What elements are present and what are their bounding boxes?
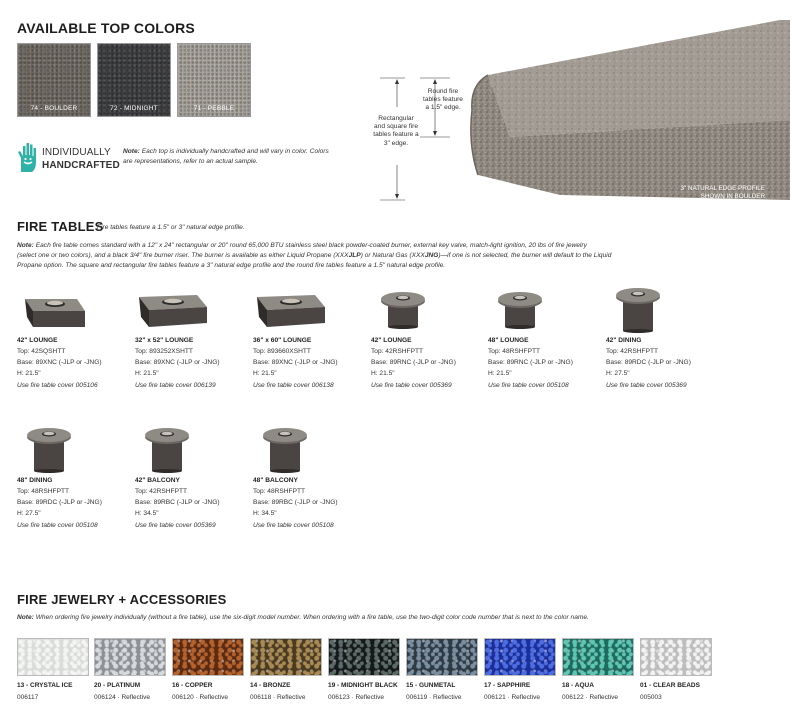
fire-table-cover: Use fire table cover 005369 <box>135 522 216 529</box>
badge-line-1: INDIVIDUALLY <box>42 147 111 158</box>
fire-table-top: Top: 48RSHFPTT <box>17 488 70 495</box>
fire-tables-heading: FIRE TABLES <box>17 219 104 234</box>
jewelry-heading: FIRE JEWELRY + ACCESSORIES <box>17 592 227 607</box>
fire-jewelry-code: 006118 · Reflective <box>250 694 306 701</box>
fire-table-cover: Use fire table cover 005108 <box>17 522 98 529</box>
fire-jewelry-swatch <box>250 638 322 676</box>
fire-table-top: Top: 893252XSHTT <box>135 348 193 355</box>
fire-jewelry-code: 005003 <box>640 694 662 701</box>
fire-table-top: Top: 42SQSHTT <box>17 348 66 355</box>
fire-jewelry-code: 006122 · Reflective <box>562 694 619 701</box>
fire-table-base: Base: 89RDC (-JLP or -JNG) <box>17 499 102 506</box>
fire-table-cover: Use fire table cover 005369 <box>371 382 452 389</box>
fire-table-base: Base: 89RNC (-JLP or -JNG) <box>488 359 573 366</box>
fire-table-cover: Use fire table cover 006138 <box>253 382 334 389</box>
fire-table-top: Top: 42RSHFPTT <box>371 348 424 355</box>
swatch-label: 74 - BOULDER <box>30 105 78 112</box>
fire-table-base: Base: 89XNC (-JLP or -JNG) <box>253 359 338 366</box>
fire-table-base: Base: 89XNC (-JLP or -JNG) <box>135 359 220 366</box>
fire-jewelry-code: 006121 · Reflective <box>484 694 541 701</box>
fire-jewelry-swatch <box>562 638 634 676</box>
top-colors-note <box>123 147 333 167</box>
fire-table-image <box>253 285 333 335</box>
fire-jewelry-code: 006120 · Reflective <box>172 694 229 701</box>
fire-table-image <box>371 285 451 335</box>
fire-table-height: H: 27.5" <box>17 510 41 517</box>
fire-jewelry-name: 19 - MIDNIGHT BLACK <box>328 682 398 689</box>
fire-table-height: H: 21.5" <box>371 370 395 377</box>
fire-table-name: 48" BALCONY <box>253 477 298 484</box>
fire-table-height: H: 21.5" <box>135 370 159 377</box>
fire-jewelry-code: 006123 · Reflective <box>328 694 385 701</box>
fire-jewelry-name: 13 - CRYSTAL ICE <box>17 682 73 689</box>
fire-table-cover: Use fire table cover 005108 <box>488 382 569 389</box>
fire-table-cover: Use fire table cover 005108 <box>253 522 334 529</box>
fire-table-name: 42" DINING <box>606 337 642 344</box>
fire-jewelry-swatch <box>17 638 89 676</box>
fire-table-top: Top: 48RSHFPTT <box>488 348 541 355</box>
fire-table-name: 42" LOUNGE <box>17 337 58 344</box>
fire-table-image <box>488 285 568 335</box>
jewelry-note: Note: When ordering fire jewelry individually (without a fire table), use the six-digit model number. When ordering with a fire table, use the two-digit color code number that is next to the color name. <box>17 614 589 621</box>
top-color-swatch <box>177 43 251 117</box>
fire-table-image <box>135 285 215 335</box>
fire-tables-subheading: Fire tables feature a 1.5" or 3" natural edge profile. <box>97 224 245 231</box>
fire-table-image <box>253 425 333 475</box>
fire-table-name: 48" LOUNGE <box>488 337 529 344</box>
fire-jewelry-name: 01 - CLEAR BEADS <box>640 682 700 689</box>
badge-line-2: HANDCRAFTED <box>42 160 120 171</box>
fire-jewelry-name: 20 - PLATINUM <box>94 682 141 689</box>
note-label: Note: <box>123 148 140 155</box>
hand-icon <box>17 142 41 174</box>
fire-jewelry-code: 006117 <box>17 694 39 701</box>
fire-jewelry-name: 16 - COPPER <box>172 682 213 689</box>
fire-jewelry-swatch <box>94 638 166 676</box>
fire-table-top: Top: 42RSHFPTT <box>135 488 188 495</box>
fire-tables-note: Note: Each fire table comes standard with a 12" x 24" rectangular or 20" round 65,000 BTU stainless steel black powder-coated burner, external key valve, match-light ignition, 20 lbs of fire jewelry (select one or two colors), and a black 3/4" fire burner riser. The burner is available as either Liquid Propane (XXXJLP) or Natural Gas (XXXJNG)—if one is not selected, the burner will default to the Liquid Propane option. The square and rectangular fire tables feature a 3" natural edge profile and the round fire tables feature a 1.5" natural edge profile. <box>17 242 612 270</box>
fire-table-cover: Use fire table cover 006139 <box>135 382 216 389</box>
fire-table-cover: Use fire table cover 005369 <box>606 382 687 389</box>
fire-jewelry-swatch <box>484 638 556 676</box>
round-edge-label: Round fire tables feature a 1.5" edge. <box>423 88 463 112</box>
fire-table-top: Top: 893660XSHTT <box>253 348 311 355</box>
handcrafted-badge <box>17 141 127 175</box>
fire-table-name: 42" BALCONY <box>135 477 180 484</box>
fire-table-base: Base: 89RBC (-JLP or -JNG) <box>135 499 220 506</box>
fire-table-name: 32" x 52" LOUNGE <box>135 337 194 344</box>
rect-edge-label: Rectangular and square fire tables feature a 3" edge. <box>373 115 419 147</box>
fire-table-base: Base: 89RNC (-JLP or -JNG) <box>371 359 456 366</box>
fire-table-height: H: 34.5" <box>135 510 159 517</box>
fire-table-name: 48" DINING <box>17 477 53 484</box>
fire-jewelry-swatch <box>328 638 400 676</box>
fire-jewelry-name: 18 - AQUA <box>562 682 594 689</box>
fire-table-image <box>17 425 97 475</box>
fire-jewelry-swatch <box>640 638 712 676</box>
fire-table-height: H: 21.5" <box>253 370 277 377</box>
fire-table-image <box>135 425 215 475</box>
fire-jewelry-code: 006119 · Reflective <box>406 694 462 701</box>
fire-table-height: H: 21.5" <box>17 370 41 377</box>
swatch-label: 72 - MIDNIGHT <box>110 105 158 112</box>
fire-table-base: Base: 89RBC (-JLP or -JNG) <box>253 499 338 506</box>
edge-profile-caption: 3" NATURAL EDGE PROFILE SHOWN IN BOULDER <box>680 185 765 201</box>
top-colors-heading: AVAILABLE TOP COLORS <box>17 20 195 36</box>
fire-jewelry-code: 006124 · Reflective <box>94 694 151 701</box>
fire-table-base: Base: 89RDC (-JLP or -JNG) <box>606 359 691 366</box>
fire-table-top: Top: 42RSHFPTT <box>606 348 659 355</box>
swatch-label: 71 - PEBBLE <box>193 105 235 112</box>
fire-table-height: H: 27.5" <box>606 370 630 377</box>
fire-table-base: Base: 89XNC (-JLP or -JNG) <box>17 359 102 366</box>
fire-jewelry-swatch <box>406 638 478 676</box>
fire-jewelry-name: 17 - SAPPHIRE <box>484 682 531 689</box>
fire-jewelry-name: 15 - GUNMETAL <box>406 682 456 689</box>
fire-table-height: H: 21.5" <box>488 370 512 377</box>
fire-table-top: Top: 48RSHFPTT <box>253 488 306 495</box>
fire-jewelry-swatch <box>172 638 244 676</box>
fire-jewelry-name: 14 - BRONZE <box>250 682 291 689</box>
fire-table-image <box>606 285 686 335</box>
top-color-swatch <box>17 43 91 117</box>
top-color-swatch <box>97 43 171 117</box>
fire-table-cover: Use fire table cover 005106 <box>17 382 98 389</box>
note-text: Each top is individually handcrafted and will vary in color. Colors are representations, refer to an actual sample. <box>123 148 329 166</box>
fire-table-name: 42" LOUNGE <box>371 337 412 344</box>
fire-table-image <box>17 285 97 335</box>
fire-table-name: 36" x 60" LOUNGE <box>253 337 312 344</box>
fire-table-height: H: 34.5" <box>253 510 277 517</box>
